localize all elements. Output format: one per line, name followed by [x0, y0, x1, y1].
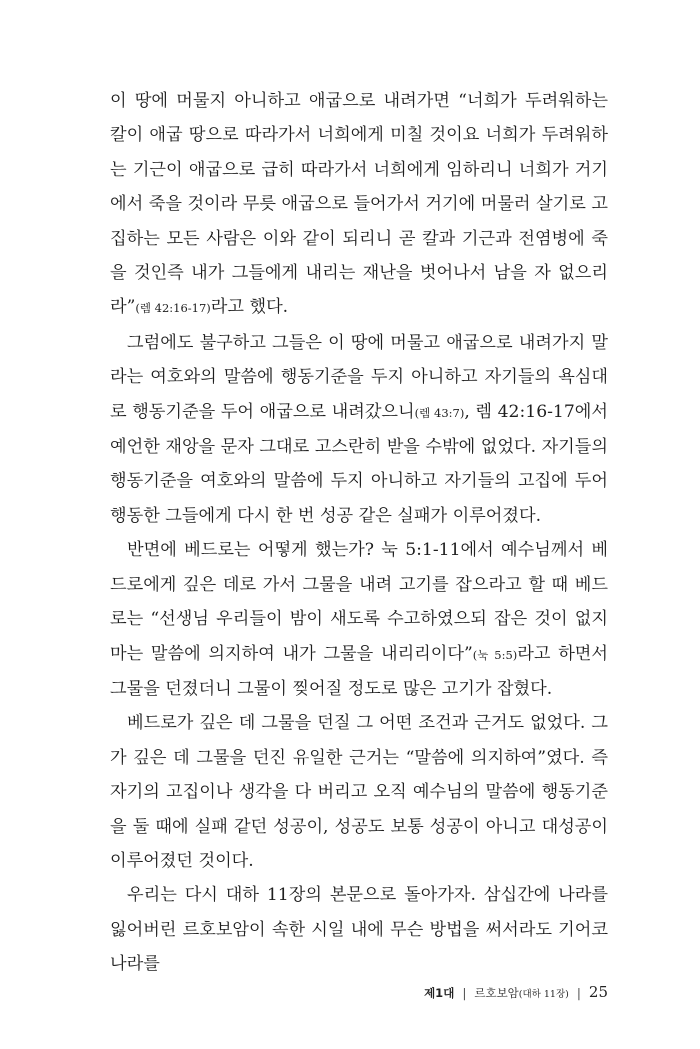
paragraph: [110, 533, 608, 706]
paragraph-text: 반면에 베드로는 어떻게 했는가? 눅 5:1-11에서 예수님께서 베드로에게 깊은 데로 가서 그물을 내려 고기를 잡으라고 할 때 베드로는 “선생님 우리들이 밤이 새도록 수고하였으되 잡은 것이 없지마는 말씀에 의지하여 내가 그물을 내리리이다”: [110, 540, 608, 664]
paragraph: [110, 84, 608, 326]
paragraph-text: 라고 했다.: [210, 297, 289, 318]
body-text: [110, 84, 608, 982]
paragraph-text: 우리는 다시 대하 11장의 본문으로 돌아가자. 삼십간에 나라를 잃어버린 르호보암이 속한 시일 내에 무슨 방법을 써서라도 기어코 나라를: [110, 885, 608, 975]
paragraph: [110, 706, 608, 878]
paragraph-text: , 렘 42:16-17에서 예언한 재앙을 문자 그대로 고스란히 받을 수밖에 없었다. 자기들의 행동기준을 여호와의 말씀에 두지 아니하고 자기들의 고집에 두어 행동한 그들에게 다시 한 번 성공 같은 실패가 이루어졌다.: [110, 401, 609, 526]
footer-separator-2: |: [576, 986, 581, 1000]
footer-book-reference: (대하 11장): [518, 989, 569, 1000]
page-number: 25: [588, 983, 608, 1001]
paragraph-text: 베드로가 깊은 데 그물을 던질 그 어떤 조건과 근거도 없었다. 그가 깊은 데 그물을 던진 유일한 근거는 “말씀에 의지하여”였다. 즉 자기의 고집이나 생각을 다 버리고 오직 예수님의 말씀에 행동기준을 둘 때에 실패 같던 성공이, 성공도 보통 성공이 아니고 대성공이 이루어졌던 것이다.: [110, 713, 608, 871]
paragraph: [110, 326, 608, 533]
footer-book-title: 르호보암: [474, 986, 519, 1000]
page-footer: [424, 983, 608, 1001]
footer-separator: |: [462, 986, 467, 1000]
footer-chapter: 제1대: [424, 986, 455, 1000]
paragraph-text: 라고 하면서 그물을 던졌더니 그물이 찢어질 정도로 많은 고기가 잡혔다.: [110, 643, 609, 699]
paragraph-text: 그럼에도 불구하고 그들은 이 땅에 머물고 애굽으로 내려가지 말라는 여호와의 말씀에 행동기준을 두지 아니하고 자기들의 욕심대로 행동기준을 두어 애굽으로 내려갔으니: [110, 332, 608, 422]
paragraph-text: 이 땅에 머물지 아니하고 애굽으로 내려가면 “너희가 두려워하는 칼이 애굽 땅으로 따라가서 너희에게 미칠 것이요 너희가 두려워하는 기근이 애굽으로 급히 따라가서 너희에게 임하리니 너희가 거기에서 죽을 것이라 무릇 애굽으로 들어가서 거기에 머물러 살기로 고집하는 모든 사람은 이와 같이 되리니 곧 칼과 기근과 전염병에 죽을 것인즉 내가 그들에게 내리는 재난을 벗어나서 남을 자 없으리라”: [110, 91, 608, 318]
scripture-reference: (렘 43:7): [414, 405, 465, 420]
scripture-reference: (눅 5:5): [472, 647, 518, 662]
paragraph: [110, 878, 608, 981]
scripture-reference: (렘 42:16-17): [135, 301, 211, 316]
